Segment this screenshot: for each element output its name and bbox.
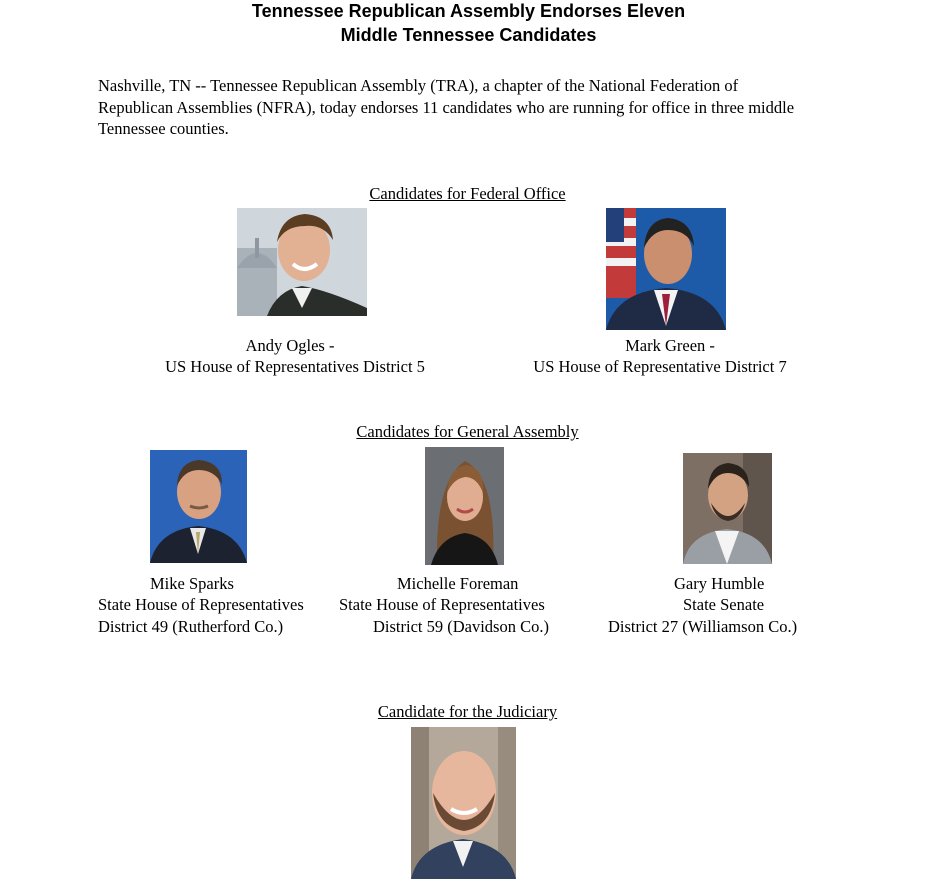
caption-office-michelle-foreman: State House of Representatives: [339, 595, 545, 614]
caption-name-gary-humble: Gary Humble: [674, 574, 765, 593]
page-title-line-1: Tennessee Republican Assembly Endorses Eleven: [251, 1, 686, 21]
caption-office-gary-humble: State Senate: [683, 595, 765, 614]
caption-office-mark-green: US House of Representative District 7: [533, 357, 787, 376]
intro-paragraph: [98, 75, 838, 140]
caption-name-andy-ogles: Andy Ogles -: [245, 336, 335, 355]
photo-gary-humble: [683, 453, 772, 564]
caption-office-mike-sparks: State House of Representatives: [98, 595, 304, 614]
intro-line-3: Tennessee counties.: [98, 119, 229, 138]
intro-line-1: Nashville, TN -- Tennessee Republican Assembly (TRA), a chapter of the National Federation of: [98, 76, 739, 95]
photo-michelle-foreman: [425, 447, 504, 565]
caption-name-michelle-foreman: Michelle Foreman: [397, 574, 519, 593]
photo-mike-sparks: [150, 450, 247, 563]
section-heading-general-assembly: Candidates for General Assembly: [356, 422, 579, 441]
caption-office-andy-ogles: US House of Representatives District 5: [165, 357, 425, 376]
intro-line-2: Republican Assemblies (NFRA), today endorses 11 candidates who are running for office in three middle: [98, 97, 795, 117]
photo-mark-green: [606, 208, 726, 330]
caption-name-mark-green: Mark Green -: [625, 336, 715, 355]
photo-andy-ogles: [237, 208, 367, 316]
caption-name-mike-sparks: Mike Sparks: [150, 574, 234, 593]
caption-district-gary-humble: District 27 (Williamson Co.): [608, 617, 798, 636]
caption-district-mike-sparks: District 49 (Rutherford Co.): [98, 617, 284, 636]
caption-district-michelle-foreman: District 59 (Davidson Co.): [373, 617, 549, 636]
page-title-line-2: Middle Tennessee Candidates: [340, 25, 597, 45]
photo-judiciary-candidate: [411, 727, 516, 879]
section-heading-federal: Candidates for Federal Office: [369, 184, 566, 203]
section-heading-judiciary: Candidate for the Judiciary: [377, 702, 558, 721]
